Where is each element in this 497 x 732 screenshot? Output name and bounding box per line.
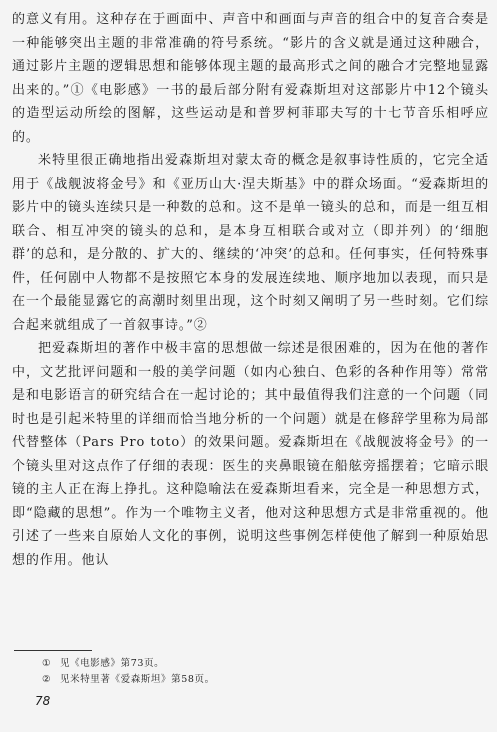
paragraph-1: 的意义有用。这种存在于画面中、声音中和画面与声音的组合中的复音合奏是一种能够突出主题的非常准确的符号系统。“影片的含义就是通过这种融合，通过影片主题的逻辑思想和能够体现主题的最高形式之间的融合才完整地显露出来的。”①《电影感》一书的最后部分附有爱森斯坦对这部影片中12个镜头的造型运动所绘的图解，这些运动是和普罗柯菲耶夫写的十七节音乐相呼应的。 (12, 12, 489, 145)
footnote-2-mark: ② (42, 674, 52, 685)
paragraph-2: 米特里很正确地指出爱森斯坦对蒙太奇的概念是叙事诗性质的，它完全适用于《战舰波将金号》和《亚历山大·涅夫斯基》中的群众场面。“爱森斯坦的影片中的镜头连续只是一种数的总和。这不是单一镜头的总和，而是一组互相联合、相互冲突的镜头的总和，是本身互相联合或对立（即并列）的‘细胞群’的总和，是分散的、扩大的、继续的‘冲突’的总和。任何事实，任何特殊事件，任何剧中人物都不是按照它本身的发展连续地、顺序地加以表现，而只是在一个最能显露它的高潮时刻里出现，这个时刻又阐明了另一些时刻。它们综合起来就组成了一首叙事诗。”② (12, 153, 489, 333)
page-number: 78 (35, 694, 51, 708)
main-text (12, 8, 489, 572)
footnote-2-text: 见米特里著《爱森斯坦》第58页。 (60, 674, 215, 685)
footnote-separator (14, 650, 92, 651)
footnote-1-mark: ① (42, 658, 52, 669)
footnote-1-text: 见《电影感》第73页。 (60, 658, 165, 669)
footnotes (42, 656, 482, 688)
footnote-2 (42, 672, 482, 688)
paragraph-3: 把爱森斯坦的著作中极丰富的思想做一综述是很困难的，因为在他的著作中，文艺批评问题和一般的美学问题（如内心独白、色彩的各种作用等）常常是和电影语言的研究结合在一起讨论的；其中最值得我们注意的一个问题（同时也是引起米特里的详细而恰当地分析的一个问题）就是在修辞学里称为局部代替整体（Pars Pro toto）的效果问题。爱森斯坦在《战舰波将金号》的一个镜头里对这点作了仔细的表现：医生的夹鼻眼镜在船舷旁摇摆着；它暗示眼镜的主人正在海上挣扎。这种隐喻法在爱森斯坦看来，完全是一种思想方式，即“隐藏的思想”。作为一个唯物主义者，他对这种思想方式是非常重视的。他引述了一些来自原始人文化的事例，说明这些事例怎样使他了解到一种原始思想的作用。他认 (12, 341, 489, 568)
footnote-1 (42, 656, 482, 672)
